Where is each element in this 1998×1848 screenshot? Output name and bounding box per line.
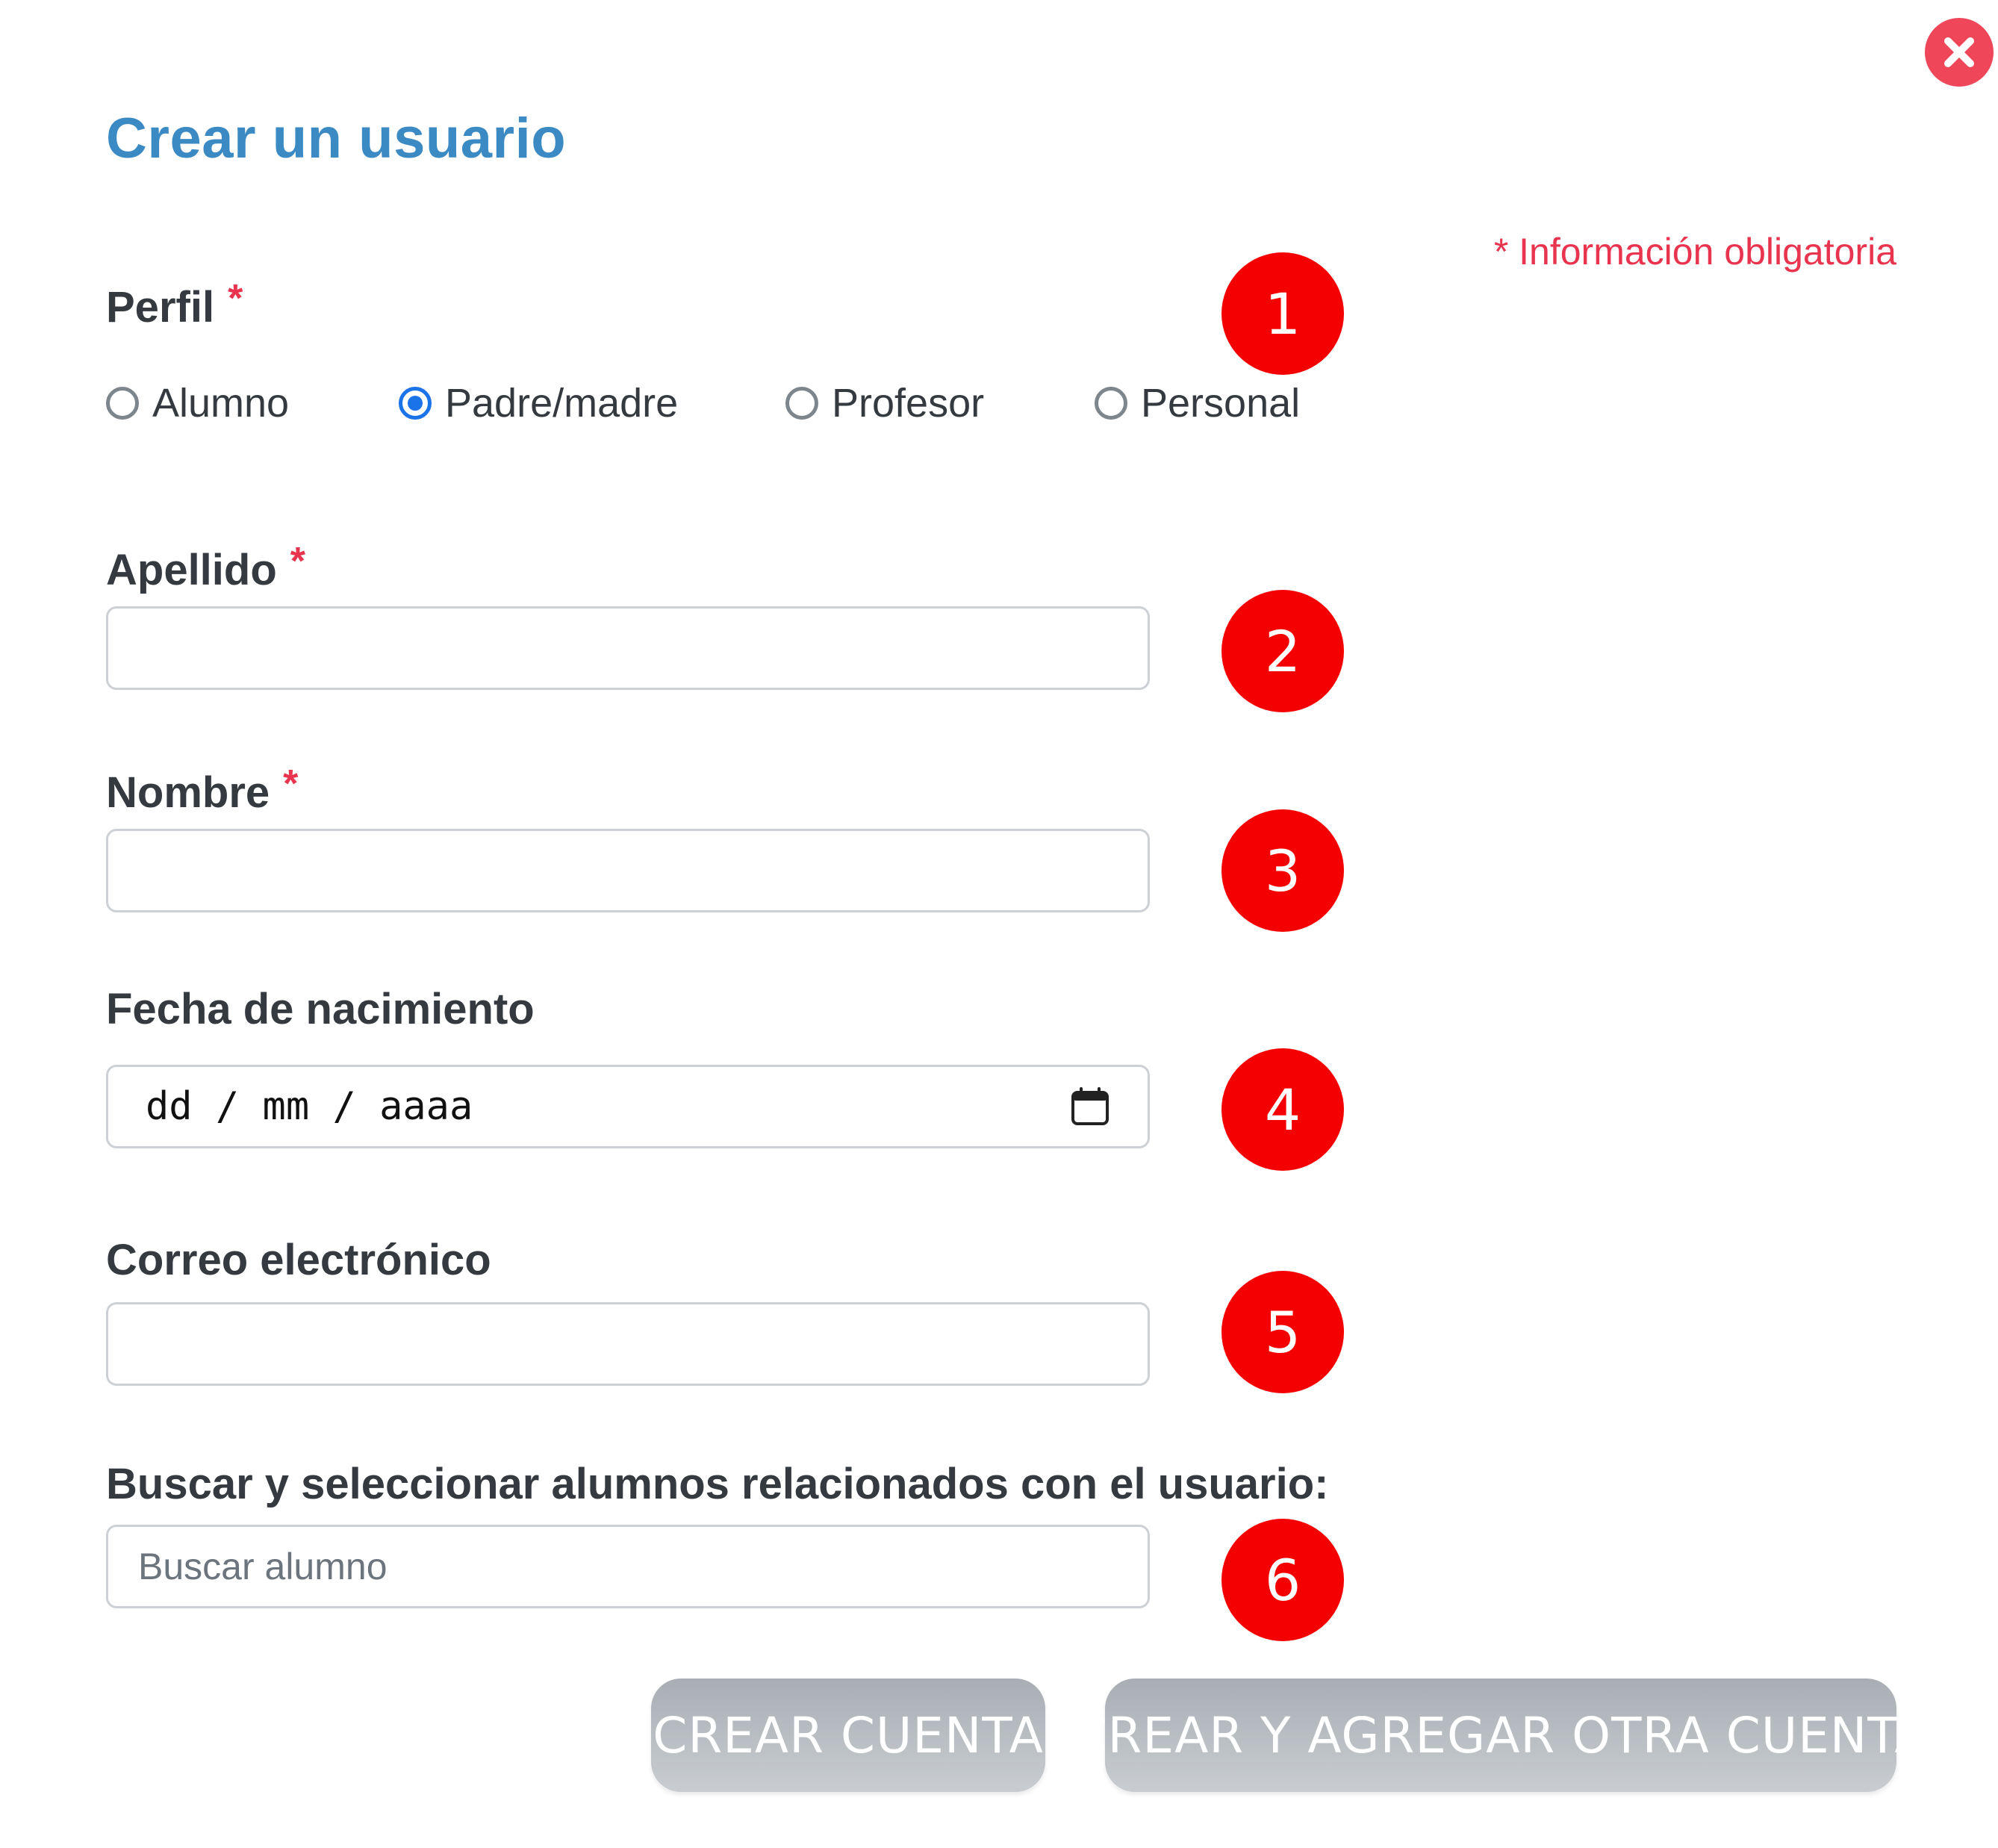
radio-alumno[interactable]	[106, 373, 289, 433]
profile-label-text: Perfil	[106, 283, 215, 332]
create-and-add-account-button[interactable]: CREAR Y AGREGAR OTRA CUENTA	[1105, 1679, 1896, 1792]
first-name-label	[106, 762, 298, 818]
email-label: Correo electrónico	[106, 1236, 491, 1284]
radio-label: Alumno	[152, 381, 290, 426]
radio-button[interactable]	[106, 387, 139, 420]
last-name-input[interactable]	[106, 606, 1150, 690]
radio-padre-madre[interactable]	[399, 373, 678, 433]
last-name-label-text: Apellido	[106, 546, 277, 594]
profile-label	[106, 276, 243, 332]
email-input[interactable]	[106, 1302, 1150, 1386]
related-students-label: Buscar y seleccionar alumnos relacionados con el usuario:	[106, 1460, 1329, 1508]
badge-5: 5	[1221, 1271, 1344, 1393]
radio-label: Padre/madre	[445, 381, 679, 426]
radio-profesor[interactable]	[785, 373, 984, 433]
badge-3: 3	[1221, 809, 1344, 932]
radio-personal[interactable]	[1095, 373, 1300, 433]
radio-button[interactable]	[785, 387, 818, 420]
badge-6: 6	[1221, 1519, 1344, 1641]
close-button[interactable]	[1925, 18, 1994, 87]
close-icon	[1942, 35, 1976, 69]
required-star: *	[290, 540, 306, 583]
radio-label: Personal	[1141, 381, 1301, 426]
last-name-label	[106, 539, 305, 595]
date-placeholder: dd / mm / aaaa	[146, 1084, 473, 1129]
radio-button-checked[interactable]	[399, 387, 432, 420]
required-note: * Información obligatoria	[1493, 231, 1896, 273]
required-star: *	[228, 277, 243, 320]
birth-date-label: Fecha de nacimiento	[106, 985, 535, 1033]
badge-2: 2	[1221, 590, 1344, 712]
radio-button[interactable]	[1095, 387, 1127, 420]
first-name-input[interactable]	[106, 829, 1150, 912]
required-star: *	[283, 762, 299, 806]
first-name-label-text: Nombre	[106, 768, 270, 817]
badge-1: 1	[1221, 252, 1344, 375]
radio-label: Profesor	[832, 381, 985, 426]
profile-radio-group	[106, 373, 1338, 433]
page-title: Crear un usuario	[106, 107, 567, 170]
create-account-button[interactable]: CREAR CUENTA	[651, 1679, 1045, 1792]
calendar-icon[interactable]	[1070, 1086, 1110, 1127]
search-student-input[interactable]	[106, 1525, 1150, 1608]
birth-date-input[interactable]	[106, 1065, 1150, 1148]
badge-4: 4	[1221, 1048, 1344, 1171]
